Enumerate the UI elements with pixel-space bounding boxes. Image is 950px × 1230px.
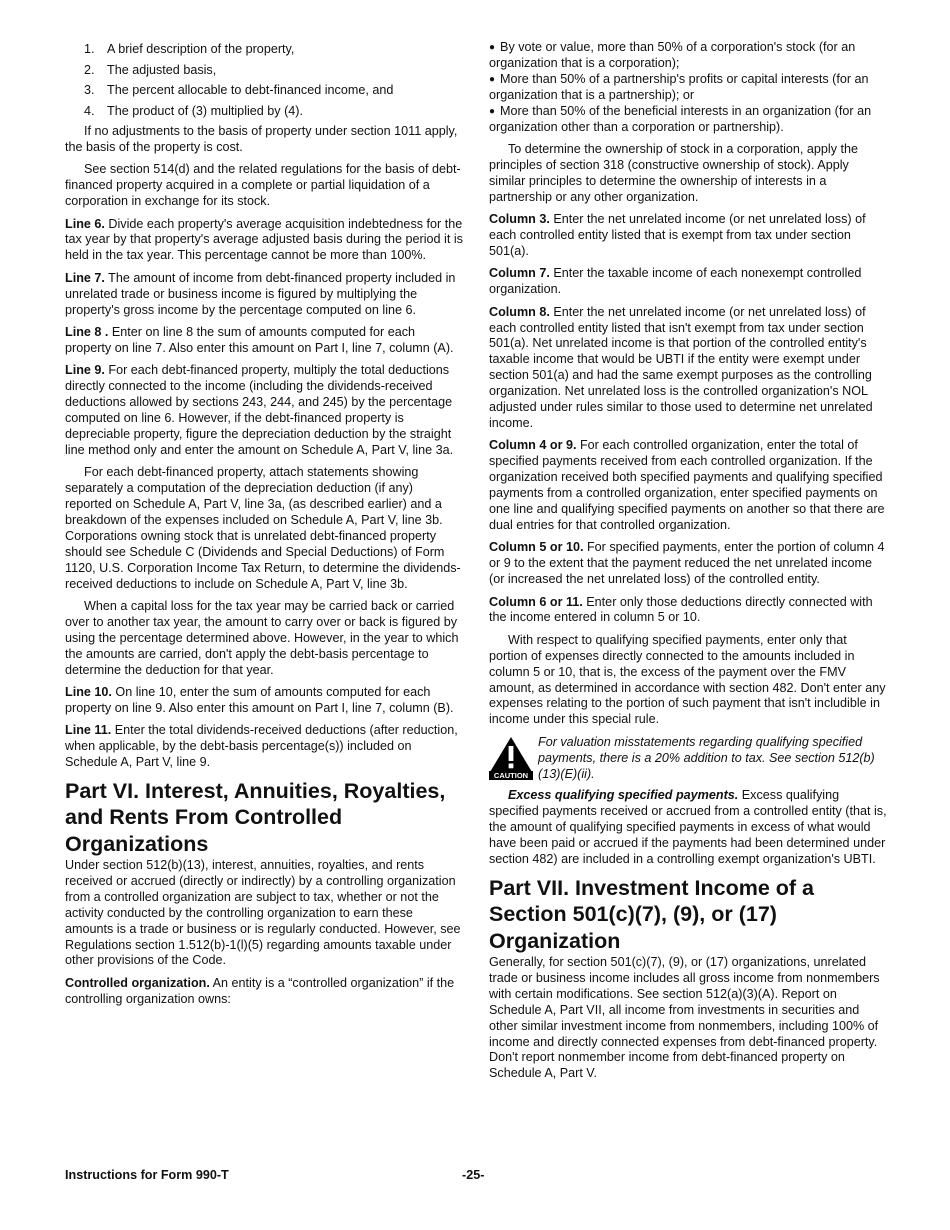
right-column xyxy=(489,40,887,1089)
caution-note xyxy=(489,735,887,783)
column8-label: Column 8. xyxy=(489,304,550,319)
list-item: 3. The percent allocable to debt-financed income, and xyxy=(84,83,394,97)
part6-paragraph: Under section 512(b)(13), interest, annuities, royalties, and rents received or accrued (directly or indirectly) by a controlling organization from a controlled organization are subject to tax, whether or not the activity conducted by the controlling organization to earn these amounts is a trade or business or is regularly conducted. However, see Regulations section 1.512(b)-1(l)(5) regarding amounts taxable under other provisions of the Code. xyxy=(65,858,461,968)
controlled-org-label: Controlled organization. xyxy=(65,975,210,990)
paragraph-capital-loss: When a capital loss for the tax year may be carried back or carried over to another tax year, the amount to carry over or back is figured by using the percentage determined above. However, in the year to which the amounts are carried, don't apply the debt-basis percentage to determine the deduction for that year. xyxy=(65,598,459,677)
part7-heading: Part VII. Investment Income of a Section 501(c)(7), (9), or (17) Organization xyxy=(489,875,814,953)
bullet-icon: ● xyxy=(489,73,496,85)
excess-payments-label: Excess qualifying specified payments. xyxy=(508,788,739,803)
column8-paragraph: Column 8. Enter the net unrelated income (or net unrelated loss) of each controlled entity listed that isn't exempt from tax under section 501(a). Net unrelated income is that portion of the controlled entity's taxable income that would be UBTI if the entity were exempt under section 501(a) and had the same exempt purposes as the controlling organization. Net unrelated loss is the controlled organization's NOL adjusted under rules similar to those used to determine net unrelated income. xyxy=(489,304,873,430)
paragraph-qualifying-payments: With respect to qualifying specified payments, enter only that portion of expenses directly connected to the amounts included in column 5 or 10, that is, the excess of the payment over the FMV amount, as determined in accordance with section 482. Don't enter any expenses relating to the portion of such payment that isn't includible in income under this special rule. xyxy=(489,632,886,727)
list-item: 2. The adjusted basis, xyxy=(84,62,217,77)
property-info-list xyxy=(65,42,463,119)
bullet-item: ● More than 50% of the beneficial interests in an organization (for an organization other than a corporation or partnership). xyxy=(489,103,872,134)
caution-icon xyxy=(489,736,533,780)
line10-label: Line 10. xyxy=(65,685,112,699)
column5or10-paragraph: Column 5 or 10. For specified payments, enter the portion of column 4 or 9 to the extent that the payment reduced the net unrelated income (or increased the net unrelated loss) of the controlled entity. xyxy=(489,540,885,587)
caution-label: CAUTION xyxy=(493,770,529,780)
paragraph-see-514d: See section 514(d) and the related regulations for the basis of debt-financed property acquired in a complete or partial liquidation of a corporation in exchange for its stock. xyxy=(65,162,461,209)
bullet-item: ● More than 50% of a partnership's profits or capital interests (for an organization that is a partnership); or xyxy=(489,71,869,102)
bullet-icon: ● xyxy=(489,42,496,53)
caution-text: For valuation misstatements regarding qualifying specified payments, there is a 20% addition to tax. See section 512(b)(13)(E)(ii). xyxy=(538,734,875,781)
line8-label: Line 8 . xyxy=(65,324,109,339)
part7-paragraph: Generally, for section 501(c)(7), (9), or (17) organizations, unrelated trade or business income includes all gross income from nonmembers with certain modifications. See section 512(a)(3)(A). Report on Schedule A, Part VII, all income from investments in securities and other similar investment income from nonmembers, including 100% of income and directly connected expenses from debt-financed property. Don't report nonmember income from debt-financed property on Schedule A, Part V. xyxy=(489,955,880,1081)
left-column xyxy=(65,40,463,1014)
controlled-org-paragraph: Controlled organization. An entity is a “controlled organization” if the controlling organization owns: xyxy=(65,975,455,1006)
footer-page-number: -25- xyxy=(462,1168,485,1182)
line7-label: Line 7. xyxy=(65,270,105,285)
line7-paragraph: Line 7. The amount of income from debt-financed property included in unrelated trade or business income is figured by multiplying the property's gross income by the percentage computed on line 6. xyxy=(65,270,456,317)
paragraph-no-adjustments: If no adjustments to the basis of property under section 1011 apply, the basis of the property is cost. xyxy=(65,124,458,154)
column6or11-paragraph: Column 6 or 11. Enter only those deductions directly connected with the income entered in column 5 or 10. xyxy=(489,594,873,625)
paragraph-ownership: To determine the ownership of stock in a corporation, apply the principles of section 318 (constructive ownership of stock). Apply similar principles to determine the ownership of interests in a partnership or any other organization. xyxy=(489,141,859,204)
bullet-icon: ● xyxy=(489,105,496,117)
column5or10-label: Column 5 or 10. xyxy=(489,540,584,555)
part6-heading: Part VI. Interest, Annuities, Royalties, and Rents From Controlled Organizations xyxy=(65,778,446,856)
footer-form-title: Instructions for Form 990-T xyxy=(65,1168,229,1182)
line9-label: Line 9. xyxy=(65,363,105,378)
line8-paragraph: Line 8 . Enter on line 8 the sum of amounts computed for each property on line 7. Also enter this amount on Part I, line 7, column (A). xyxy=(65,324,454,355)
column7-label: Column 7. xyxy=(489,266,550,281)
column3-label: Column 3. xyxy=(489,212,550,227)
line11-paragraph: Line 11. Enter the total dividends-received deductions (after reduction, when applicable, by the debt-basis percentage(s)) included on Schedule A, Part V, line 9. xyxy=(65,723,458,770)
column6or11-label: Column 6 or 11. xyxy=(489,594,583,609)
column3-paragraph: Column 3. Enter the net unrelated income (or net unrelated loss) of each controlled entity listed that is exempt from tax under section 501(a). xyxy=(489,212,866,258)
excess-payments-paragraph: Excess qualifying specified payments. Excess qualifying specified payments received or accrued from a controlled entity (that is, the amount of qualifying specified payments in excess of what would have been paid or accrued if the payments had been determined under section 482) are included in a controlling exempt organization's UBTI. xyxy=(489,788,887,867)
column4or9-paragraph: Column 4 or 9. For each controlled organization, enter the total of specified payments received from each controlled organization. If the organization received both specified payments and qualifying specified payments from a controlled organization, enter specified payments on one line and qualifying specified payments on another so that there are dual entries for that controlled organization. xyxy=(489,438,885,532)
line6-label: Line 6. xyxy=(65,216,105,231)
line10-paragraph: Line 10. On line 10, enter the sum of amounts computed for each property on line 9. Also enter this amount on Part I, line 7, column (B). xyxy=(65,685,454,715)
column4or9-label: Column 4 or 9. xyxy=(489,438,577,453)
column7-paragraph: Column 7. Enter the taxable income of each nonexempt controlled organization. xyxy=(489,266,862,297)
line9-paragraph: Line 9. For each debt-financed property, multiply the total deductions directly connected to the income (including the dividends-received deductions allowed by sections 243, 244, and 245) by the percentage computed on line 6. However, if the debt-financed property is depreciable property, figure the depreciation deduction by the straight line method only and enter the amount on Schedule A, Part V, line 3a. xyxy=(65,363,454,457)
line11-label: Line 11. xyxy=(65,723,112,738)
line6-paragraph: Line 6. Divide each property's average acquisition indebtedness for the tax year by that property's average adjusted basis during the period it is held in the tax year. This percentage cannot be more than 100%. xyxy=(65,216,463,263)
paragraph-attach-statements: For each debt-financed property, attach statements showing separately a computation of the depreciation deduction (if any) reported on Schedule A, Part V, line 3a, (as described earlier) and a breakdown of the expenses included on Schedule A, Part V, line 3b. Corporations owning stock that is unrelated debt-financed property should see Schedule C (Dividends and Special Deductions) of Form 1120, U.S. Corporation Income Tax Return, to determine the dividends-received deductions to include on Schedule A, Part V, line 3b. xyxy=(65,465,461,591)
bullet-item: ● By vote or value, more than 50% of a corporation's stock (for an organization that is a corporation); xyxy=(489,40,856,70)
list-item: 4. The product of (3) multiplied by (4). xyxy=(84,103,303,118)
list-item: 1. A brief description of the property, xyxy=(84,42,295,56)
